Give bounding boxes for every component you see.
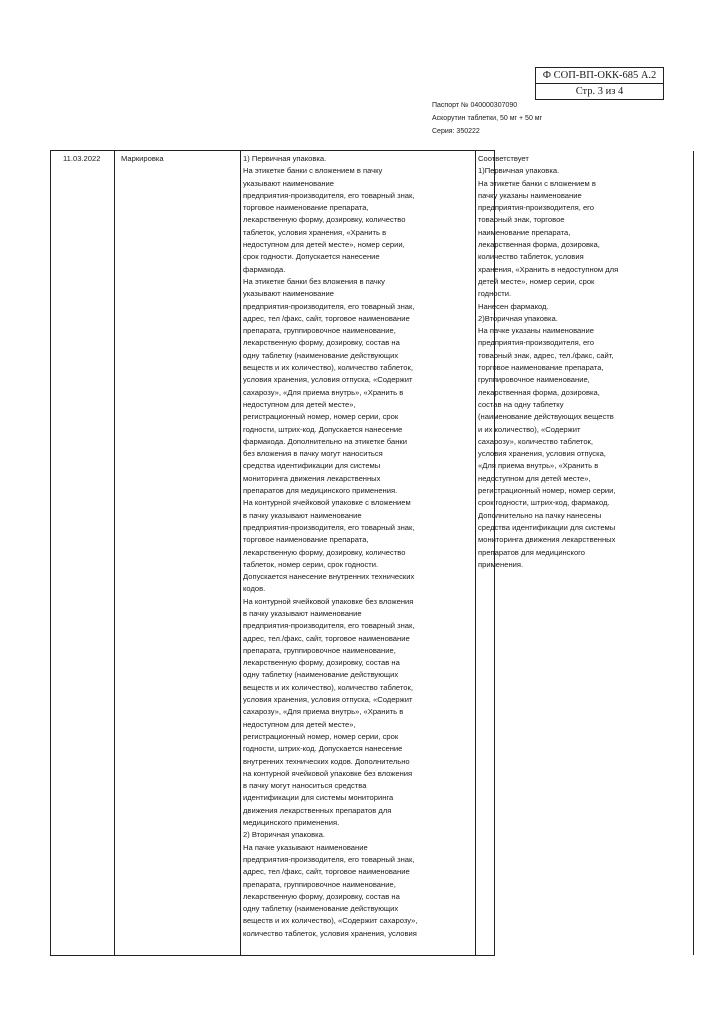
text-line: состав на одну таблетку (478, 399, 564, 409)
text-line: предприятия-производителя, его товарный знак, (243, 301, 415, 311)
text-line: предприятия-производителя, его (478, 338, 595, 348)
text-line: годности, штрих-код. Допускается нанесение (243, 744, 403, 754)
text-line: препарата, группировочное наименование, (243, 879, 396, 889)
text-line: на контурной ячейковой упаковке без вложения (243, 768, 413, 778)
document-code: Ф СОП-ВП-ОКК-685 А.2 (536, 68, 663, 84)
text-line: сахарозу», «Для приема внутрь», «Хранить в (243, 707, 404, 717)
text-line: применения. (478, 559, 524, 569)
text-line: условия хранения, условия отпуска, (478, 449, 606, 459)
text-line: срок годности, штрих-код, фармакод. (478, 498, 610, 508)
column-divider (240, 151, 241, 955)
product-name: Аскорутин таблетки, 50 мг + 50 мг (432, 115, 543, 122)
page-number: Стр. 3 из 4 (575, 86, 624, 97)
text-line: наименование препарата, (478, 227, 571, 237)
text-line: регистрационный номер, номер серии, (478, 486, 616, 496)
text-line: 2) Вторичная упаковка. (243, 830, 325, 840)
text-line: и их количество), «Содержит (478, 424, 581, 434)
series-number: Серия: 350222 (432, 128, 480, 135)
text-line: сахарозу», «Для приема внутрь», «Хранить в (243, 387, 404, 397)
text-line: веществ и их количество), количество таблеток, (243, 363, 413, 373)
test-parameter: Маркировка (121, 154, 164, 163)
text-line: адрес, тел /факс, сайт, торговое наименование (243, 313, 410, 323)
text-line: товарный знак, торговое (478, 215, 565, 225)
text-line: в пачку могут наноситься средства (243, 781, 367, 791)
text-line: Соответствует (478, 154, 529, 163)
text-line: На этикетке банки без вложения в пачку (243, 276, 385, 286)
text-line: регистрационный номер, номер серии, срок (243, 731, 399, 741)
text-line: веществ и их количество), «Содержит сахарозу», (243, 916, 418, 926)
text-line: таблеток, номер серии, срок годности. (243, 559, 379, 569)
text-line: регистрационный номер, номер серии, срок (243, 412, 399, 422)
text-line: лекарственную форму, дозировку, количество (243, 547, 406, 557)
text-line: На этикетке банки с вложением в пачку (243, 166, 383, 176)
text-line: На пачке указывают наименование (243, 842, 368, 852)
text-line: веществ и их количество), количество таблеток, (243, 682, 413, 692)
text-line: На контурной ячейковой упаковке без вложения (243, 596, 414, 606)
text-line: торговое наименование препарата, (243, 203, 369, 213)
text-line: 2)Вторичная упаковка. (478, 313, 558, 323)
text-line: лекарственную форму, дозировку, состав на (243, 658, 400, 668)
text-line: лекарственная форма, дозировка, (478, 240, 600, 250)
text-line: количество таблеток, условия (478, 252, 584, 262)
text-line: (наименование действующих веществ (478, 412, 614, 422)
document-code-box (535, 67, 664, 100)
text-line: одну таблетку (наименование действующих (243, 350, 399, 360)
text-line: предприятия-производителя, его товарный знак, (243, 621, 415, 631)
requirement-text (243, 153, 479, 940)
test-date: 11.03.2022 (63, 154, 101, 163)
text-line: Допускается нанесение внутренних технических (243, 572, 415, 582)
text-line: 1)Первичная упаковка. (478, 166, 560, 176)
text-line: детей месте», номер серии, срок (478, 276, 595, 286)
text-line: фармакода. Дополнительно на этикетке банки (243, 436, 407, 446)
text-line: препаратов для медицинского применения. (243, 486, 398, 496)
text-line: указывают наименование (243, 289, 335, 299)
text-line: сахарозу», количество таблеток, (478, 436, 593, 446)
text-line: фармакода. (243, 264, 286, 274)
text-line: одну таблетку (наименование действующих (243, 904, 399, 914)
passport-block (432, 99, 542, 138)
text-line: недоступном для детей месте», (478, 473, 591, 483)
text-line: препарата, группировочное наименование, (243, 326, 396, 336)
text-line: хранения, «Хранить в недоступном для (478, 264, 619, 274)
text-line: предприятия-производителя, его товарный знак, (243, 522, 415, 532)
text-line: На пачке указаны наименование (478, 326, 594, 336)
text-line: пачку указаны наименование (478, 190, 582, 200)
text-line: средства идентификации для системы (478, 522, 616, 532)
text-line: лекарственную форму, дозировку, состав на (243, 338, 400, 348)
text-line: указывают наименование (243, 178, 335, 188)
column-divider (693, 151, 694, 955)
text-line: годности. (478, 289, 512, 299)
text-line: препарата, группировочное наименование, (243, 645, 396, 655)
result-text (478, 153, 678, 571)
text-line: без вложения в пачку могут наноситься (243, 449, 383, 459)
text-line: На этикетке банки с вложением в (478, 178, 596, 188)
passport-number: Паспорт № 040000307090 (432, 102, 518, 109)
text-line: препаратов для медицинского (478, 547, 586, 557)
text-line: годности, штрих-код. Допускается нанесение (243, 424, 403, 434)
text-line: движения лекарственных препаратов для (243, 805, 392, 815)
text-line: таблеток, условия хранения, «Хранить в (243, 227, 387, 237)
text-line: количество таблеток, условия хранения, условия (243, 928, 417, 938)
text-line: мониторинга движения лекарственных (243, 473, 381, 483)
text-line: Нанесен фармакод. (478, 301, 549, 311)
text-line: Дополнительно на пачку нанесены (478, 510, 602, 520)
text-line: лекарственная форма, дозировка, (478, 387, 600, 397)
text-line: идентификации для системы мониторинга (243, 793, 394, 803)
text-line: медицинского применения. (243, 818, 340, 828)
text-line: средства идентификации для системы (243, 461, 381, 471)
text-line: в пачку указывают наименование (243, 510, 362, 520)
text-line: условия хранения, условия отпуска, «Содержит (243, 695, 413, 705)
text-line: 1) Первичная упаковка. (243, 154, 327, 163)
text-line: срок годности. Допускается нанесение (243, 252, 380, 262)
text-line: На контурной ячейковой упаковке с вложением (243, 498, 411, 508)
text-line: адрес, тел./факс, сайт, торговое наименование (243, 633, 410, 643)
text-line: предприятия-производителя, его товарный знак, (243, 190, 415, 200)
text-line: недоступном для детей месте», (243, 719, 356, 729)
text-line: адрес, тел /факс, сайт, торговое наименование (243, 867, 410, 877)
text-line: недоступном для детей месте», номер серии, (243, 240, 405, 250)
text-line: «Для приема внутрь», «Хранить в (478, 461, 599, 471)
text-line: условия хранения, условия отпуска, «Содержит (243, 375, 413, 385)
text-line: лекарственную форму, дозировку, состав на (243, 891, 400, 901)
text-line: в пачку указывают наименование (243, 608, 362, 618)
text-line: внутренних технических кодов. Дополнительно (243, 756, 410, 766)
marking-table (50, 150, 619, 956)
text-line: лекарственную форму, дозировку, количество (243, 215, 406, 225)
text-line: товарный знак, адрес, тел./факс, сайт, (478, 350, 614, 360)
text-line: кодов. (243, 584, 266, 594)
text-line: предприятия-производителя, его товарный знак, (243, 854, 415, 864)
text-line: мониторинга движения лекарственных (478, 535, 616, 545)
text-line: одну таблетку (наименование действующих (243, 670, 399, 680)
column-divider (114, 151, 115, 955)
text-line: торговое наименование препарата, (478, 363, 604, 373)
text-line: предприятия-производителя, его (478, 203, 595, 213)
text-line: торговое наименование препарата, (243, 535, 369, 545)
text-line: группировочное наименование, (478, 375, 590, 385)
text-line: недоступном для детей месте», (243, 399, 356, 409)
